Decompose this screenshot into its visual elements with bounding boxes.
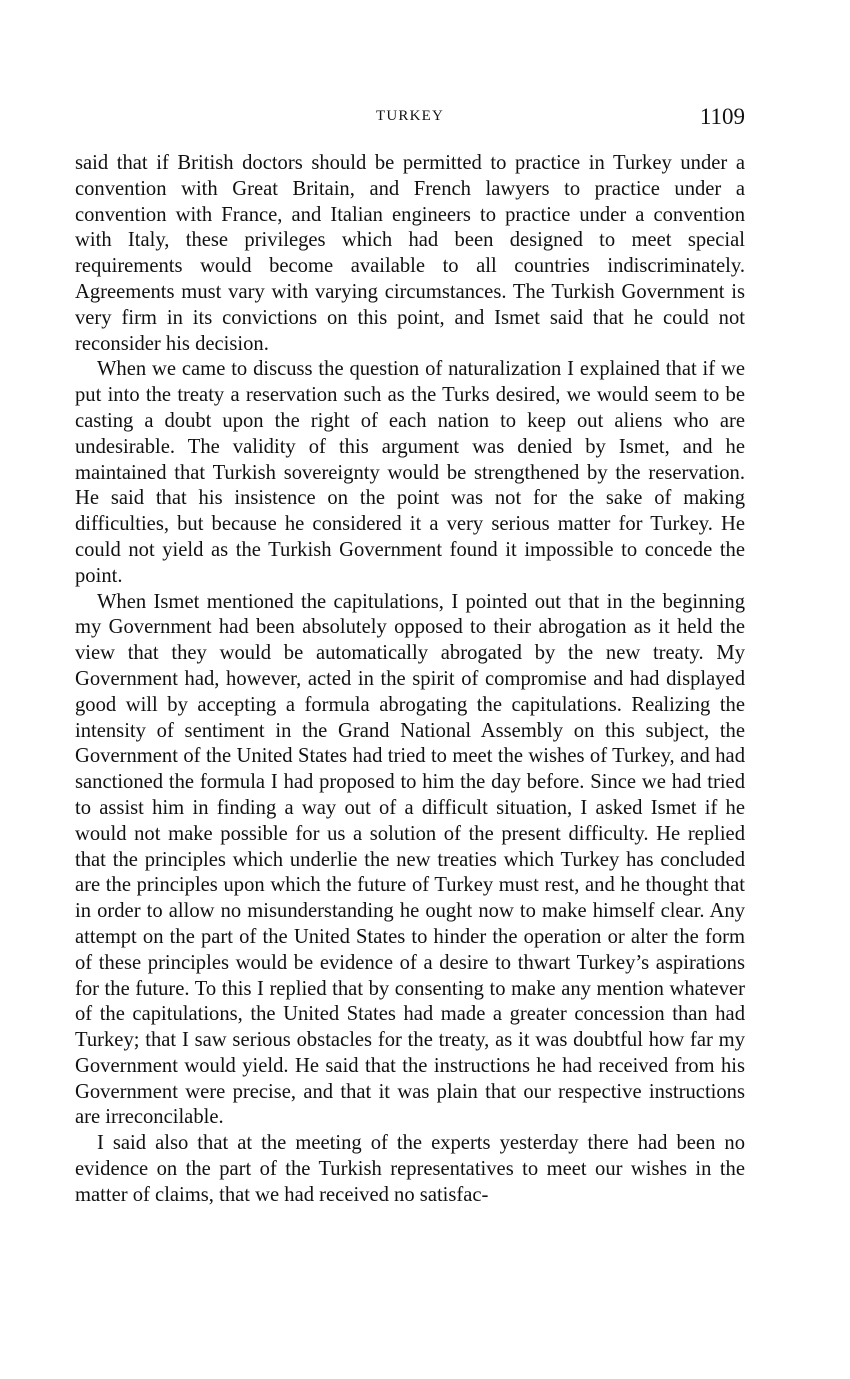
paragraph-naturalization: When we came to discuss the question of naturalization I explained that if we put into the treaty a reservation such as the Turks desired, we would seem to be casting a doubt upon the right of each nation to keep out aliens who are undesirable. The validity of this argument was denied by Ismet, and he maintained that Turkish sovereignty would be strengthened by the reservation. He said that his insistence on the point was not for the sake of making difficulties, but because he considered it a very serious matter for Turkey. He could not yield as the Turkish Government found it impossible to concede the point. (75, 358, 745, 587)
running-head (75, 104, 745, 134)
paragraph-claims: I said also that at the meeting of the experts yesterday there had been no evidence on the part of the Turkish representatives to meet our wishes in the matter of claims, that we had received no satisfac- (75, 1132, 745, 1206)
paragraph-continued: said that if British doctors should be permitted to practice in Turkey under a convention with Great Britain, and French lawyers to practice under a convention with France, and Italian engineers to practice under a convention with Italy, these privileges which had been designed to meet special requirements would become available to all countries indiscriminately. Agreements must vary with varying circumstances. The Turkish Government is very firm in its convictions on this point, and Ismet said that he could not reconsider his decision. (75, 152, 745, 355)
running-title: TURKEY (375, 108, 445, 124)
page-number: 1109 (699, 104, 745, 129)
body-text (75, 151, 745, 1209)
paragraph-capitulations: When Ismet mentioned the capitulations, I pointed out that in the beginning my Government had been absolutely opposed to their abrogation as it held the view that they would be automatically abrogated by the new treaty. My Government had, however, acted in the spirit of compromise and had displayed good will by accepting a formula abrogating the capitulations. Realizing the intensity of sentiment in the Grand National Assembly on this subject, the Government of the United States had tried to meet the wishes of Turkey, and had sanctioned the formula I had proposed to him the day before. Since we had tried to assist him in finding a way out of a difficult situation, I asked Ismet if he would not make possible for us a solution of the present difficulty. He replied that the principles which underlie the new treaties which Turkey has concluded are the principles upon which the future of Turkey must rest, and he thought that in order to allow no misunderstanding he ought now to make himself clear. Any attempt on the part of the United States to hinder the operation or alter the form of these principles would be evidence of a desire to thwart Turkey’s aspirations for the future. To this I replied that by consenting to make any mention whatever of the capitulations, the United States had made a greater concession than had Turkey; that I saw serious obstacles for the treaty, as it was doubtful how far my Government would yield. He said that the instructions he had received from his Government were precise, and that it was plain that our respective instructions are irreconcilable. (75, 590, 745, 1129)
